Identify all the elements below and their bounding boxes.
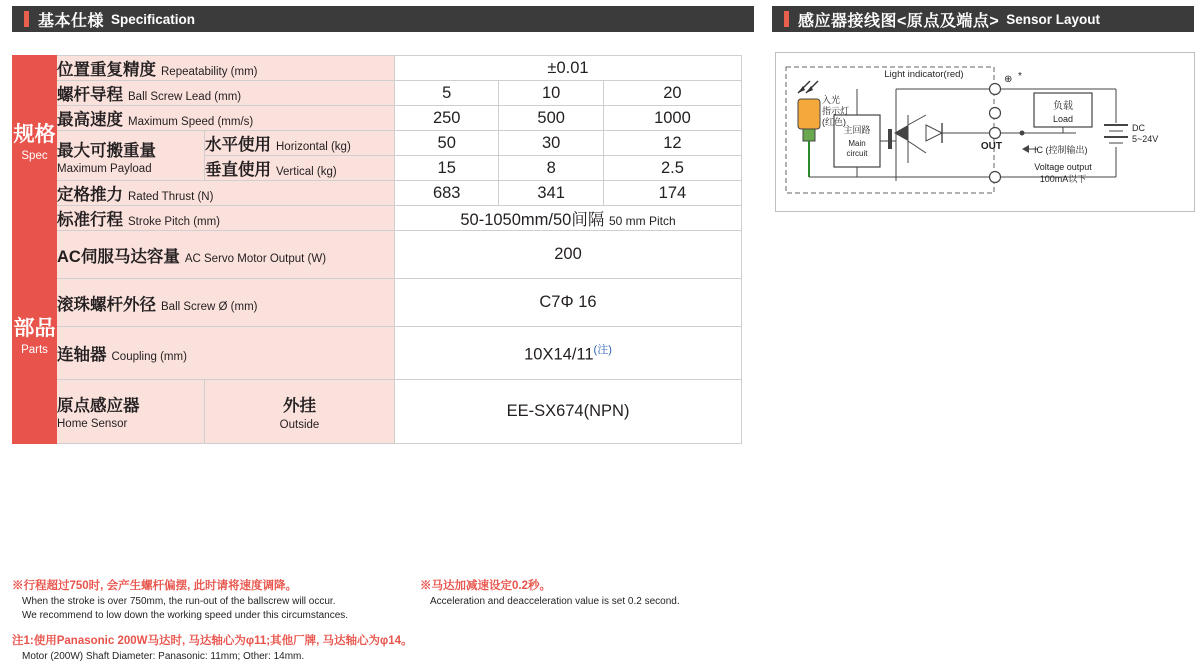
label-cn: 原点感应器 bbox=[57, 397, 140, 415]
value-vertical-3: 2.5 bbox=[603, 156, 741, 181]
label-en: Horizontal (kg) bbox=[276, 141, 351, 153]
table-row bbox=[13, 56, 742, 81]
row-label-rated-thrust bbox=[57, 181, 395, 206]
label-in-light-3: (红色) bbox=[822, 117, 846, 127]
label-ic: IC (控制输出) bbox=[1034, 145, 1088, 155]
category-parts-cn: 部品 bbox=[13, 316, 56, 340]
label-load-en: Load bbox=[1052, 114, 1074, 124]
category-spec-en: Spec bbox=[21, 150, 48, 163]
label-en: Home Sensor bbox=[57, 418, 128, 430]
table-row bbox=[13, 181, 742, 206]
sensor-header-en: Sensor Layout bbox=[1006, 11, 1100, 27]
label-main-circuit-en1: Main bbox=[848, 139, 866, 148]
row-sublabel-vertical bbox=[205, 156, 395, 181]
table-row bbox=[13, 206, 742, 231]
row-label-stroke-pitch bbox=[57, 206, 395, 231]
table-row bbox=[13, 279, 742, 327]
table-row bbox=[13, 379, 742, 443]
label-voltage-output: Voltage output bbox=[1034, 162, 1092, 172]
footnote-group-2 bbox=[420, 578, 840, 609]
label-cn: 水平使用 bbox=[205, 136, 271, 154]
table-row bbox=[13, 131, 742, 156]
value-stroke-pitch bbox=[395, 206, 742, 231]
value-lead-3: 20 bbox=[603, 81, 741, 106]
footnote-3-en: Motor (200W) Shaft Diameter: Panasonic: 11mm; Other: 14mm. bbox=[22, 650, 305, 662]
label-en: Rated Thrust (N) bbox=[128, 191, 214, 203]
label-cn: 滚珠螺杆外径 bbox=[57, 295, 156, 314]
footnote-2-en: Acceleration and deacceleration value is set 0.2 second. bbox=[430, 595, 680, 607]
category-parts bbox=[13, 231, 57, 444]
row-label-repeatability bbox=[57, 56, 395, 81]
row-sublabel-outside bbox=[205, 379, 395, 443]
label-cn: 最高速度 bbox=[57, 111, 123, 129]
label-en: Coupling (mm) bbox=[111, 350, 187, 363]
stroke-pitch-main: 50-1050mm/50间隔 bbox=[460, 211, 605, 229]
table-row bbox=[13, 327, 742, 380]
value-lead-1: 5 bbox=[395, 81, 499, 106]
value-horizontal-3: 12 bbox=[603, 131, 741, 156]
row-label-motor-output bbox=[57, 231, 395, 279]
sensor-section-header bbox=[772, 6, 1194, 32]
category-spec bbox=[13, 56, 57, 231]
row-sublabel-horizontal bbox=[205, 131, 395, 156]
label-in-light-2: 指示灯 bbox=[822, 106, 850, 116]
label-en: Ball Screw Ø (mm) bbox=[161, 300, 258, 313]
label-cn: 螺杆导程 bbox=[57, 86, 123, 104]
specification-table bbox=[12, 55, 742, 444]
footnote-1-en-line1: When the stroke is over 750mm, the run-out of the ballscrew will occur. bbox=[22, 595, 336, 607]
value-thrust-3: 174 bbox=[603, 181, 741, 206]
table-row bbox=[13, 231, 742, 279]
footnote-2-cn: ※马达加减速设定0.2秒。 bbox=[420, 580, 551, 592]
label-in-light-1: 入光 bbox=[822, 95, 841, 105]
table-row bbox=[13, 106, 742, 131]
label-cn: 最大可搬重量 bbox=[57, 141, 156, 160]
value-vertical-1: 15 bbox=[395, 156, 499, 181]
footnote-group-3 bbox=[12, 633, 772, 664]
label-dc: DC bbox=[1132, 123, 1145, 133]
sensor-header-cn: 感应器接线图<原点及端点> bbox=[798, 12, 1000, 30]
label-en: Vertical (kg) bbox=[276, 166, 337, 178]
category-parts-en: Parts bbox=[21, 344, 48, 357]
label-load-cn: 负载 bbox=[1053, 101, 1073, 112]
row-label-ball-screw-lead bbox=[57, 81, 395, 106]
row-label-ball-screw-dia bbox=[57, 279, 395, 327]
label-cn: 垂直使用 bbox=[205, 161, 271, 179]
sensor-diagram-svg bbox=[776, 53, 1194, 211]
label-cn: 外挂 bbox=[283, 396, 316, 415]
label-main-circuit-cn: 主回路 bbox=[843, 125, 871, 135]
value-thrust-1: 683 bbox=[395, 181, 499, 206]
value-speed-2: 500 bbox=[499, 106, 603, 131]
label-cn: 标准行程 bbox=[57, 211, 123, 229]
accent-bar-icon bbox=[784, 11, 789, 27]
label-main-circuit-en2: circuit bbox=[846, 149, 868, 158]
spec-section-header bbox=[12, 6, 754, 32]
spec-header-en: Specification bbox=[111, 11, 196, 27]
coupling-note-mark: (注) bbox=[593, 344, 612, 356]
footnote-1-cn: ※行程超过750时, 会产生螺杆偏摆, 此时请将速度调降。 bbox=[12, 580, 297, 592]
row-label-coupling bbox=[57, 327, 395, 380]
label-en: Stroke Pitch (mm) bbox=[128, 216, 221, 228]
value-lead-2: 10 bbox=[499, 81, 603, 106]
row-label-home-sensor bbox=[57, 379, 205, 443]
table-row bbox=[13, 81, 742, 106]
label-en: Maximum Speed (mm/s) bbox=[128, 116, 254, 128]
label-en: Ball Screw Lead (mm) bbox=[128, 91, 242, 103]
label-light-indicator: Light indicator(red) bbox=[884, 69, 964, 80]
label-dc-range: 5~24V bbox=[1132, 134, 1159, 144]
row-label-max-payload bbox=[57, 131, 205, 181]
label-cn: 连轴器 bbox=[57, 345, 107, 364]
footnote-3-cn: 注1:使用Panasonic 200W马达时, 马达轴心为φ11;其他厂牌, 马达轴心为φ14。 bbox=[12, 635, 413, 647]
label-cn: 位置重复精度 bbox=[57, 61, 156, 79]
label-cn: 定格推力 bbox=[57, 186, 123, 204]
value-thrust-2: 341 bbox=[499, 181, 603, 206]
label-en: Repeatability (mm) bbox=[161, 66, 258, 78]
value-motor-output: 200 bbox=[395, 231, 742, 279]
value-speed-1: 250 bbox=[395, 106, 499, 131]
value-ball-screw-dia: C7Φ 16 bbox=[395, 279, 742, 327]
value-repeatability: ±0.01 bbox=[395, 56, 742, 81]
value-horizontal-2: 30 bbox=[499, 131, 603, 156]
label-asterisk: * bbox=[1018, 71, 1022, 82]
stroke-pitch-sub: 50 mm Pitch bbox=[608, 214, 676, 228]
label-out: OUT bbox=[980, 141, 1002, 152]
row-label-max-speed bbox=[57, 106, 395, 131]
value-speed-3: 1000 bbox=[603, 106, 741, 131]
label-en: AC Servo Motor Output (W) bbox=[184, 252, 327, 265]
label-current-limit: 100mA以下 bbox=[1039, 174, 1087, 184]
value-horizontal-1: 50 bbox=[395, 131, 499, 156]
value-coupling bbox=[395, 327, 742, 380]
coupling-main: 10X14/11 bbox=[524, 345, 594, 364]
label-en: Outside bbox=[279, 418, 320, 431]
footnote-1-en-line2: We recommend to low down the working speed under this circumstances. bbox=[22, 610, 349, 622]
value-home-sensor: EE-SX674(NPN) bbox=[395, 379, 742, 443]
accent-bar-icon bbox=[24, 11, 29, 27]
label-en: Maximum Payload bbox=[57, 162, 152, 175]
label-plus-mark: ⊕ bbox=[1004, 74, 1013, 85]
value-vertical-2: 8 bbox=[499, 156, 603, 181]
spec-header-cn: 基本仕様 bbox=[38, 12, 105, 30]
sensor-wiring-diagram bbox=[775, 52, 1195, 212]
label-cn: AC伺服马达容量 bbox=[57, 247, 180, 266]
category-spec-cn: 规格 bbox=[13, 122, 56, 146]
